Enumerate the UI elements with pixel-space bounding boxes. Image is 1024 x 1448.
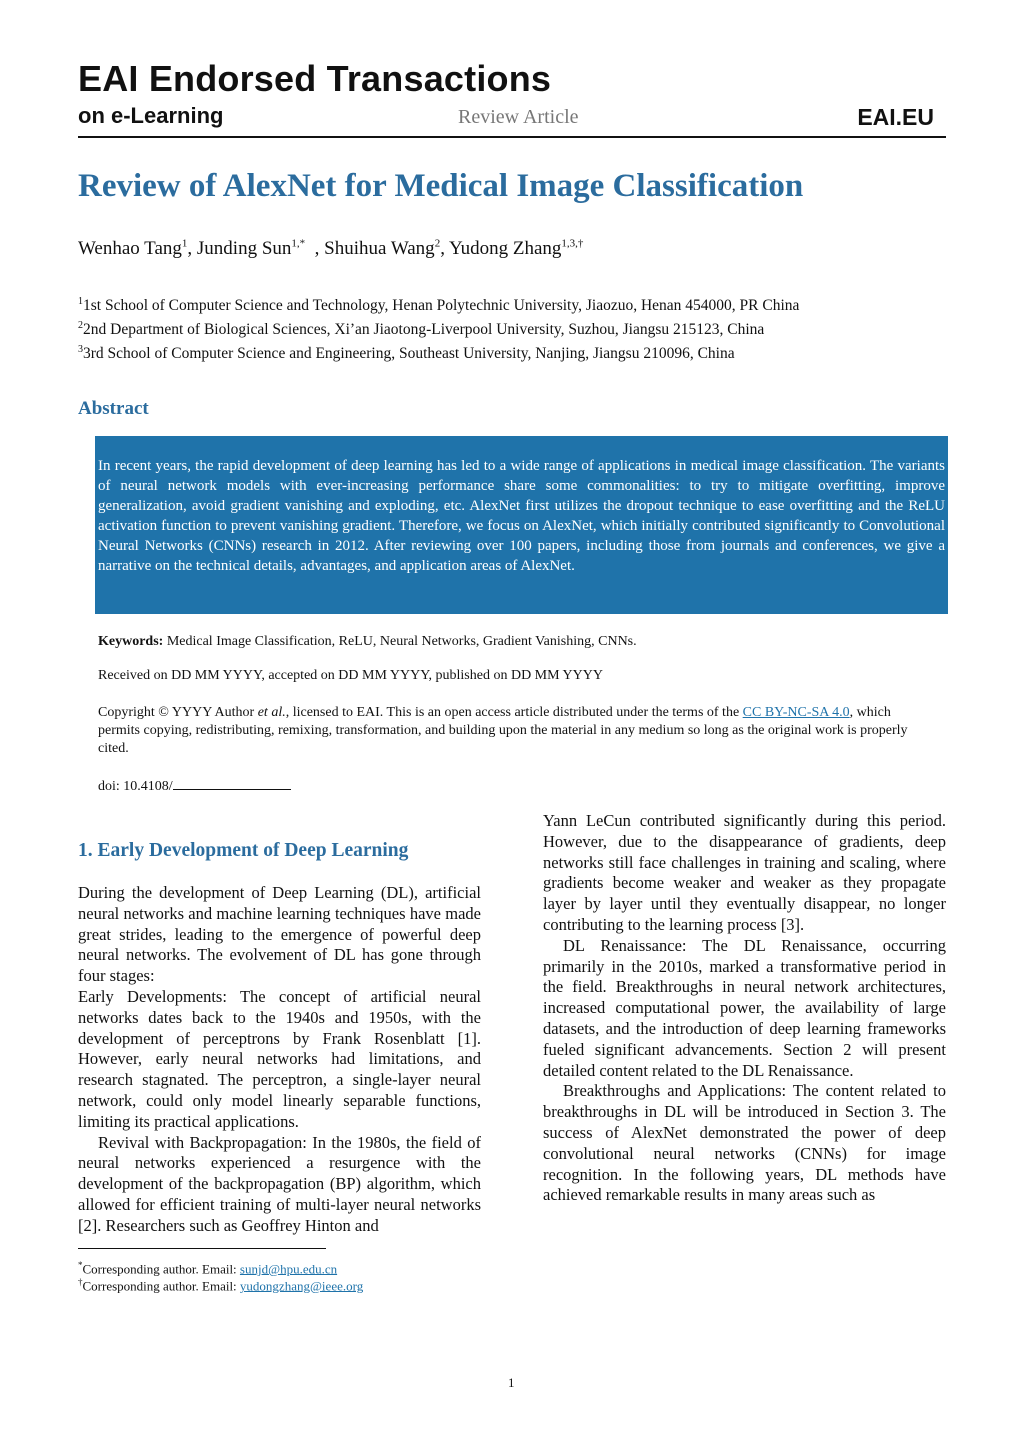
affiliation: $^2$2nd Department of Biological Sciences, Xi’an Jiaotong-Liverpool University, Suzhou, Jiangsu 215123, China (78, 320, 765, 339)
footnote: †Corresponding author. Email: yudongzhang@ieee.org (78, 1277, 364, 1294)
header-divider (78, 136, 946, 138)
footnote-divider (78, 1248, 326, 1249)
paper-title: Review of AlexNet for Medical Image Classification (78, 168, 804, 204)
right-column (543, 811, 946, 1206)
journal-title: EAI Endorsed Transactions (78, 58, 552, 99)
paragraph: Revival with Backpropagation: In the 1980s, the field of neural networks experienced a resurgence with the development of the backpropagation (BP) algorithm, which allowed for efficient training of multi-layer neural networks [2]. Researchers such as Geoffrey Hinton and (78, 1132, 481, 1235)
affiliation: $^3$3rd School of Computer Science and Engineering, Southeast University, Nanjing, Jiangsu 210096, China (78, 344, 735, 363)
paragraph: During the development of Deep Learning (DL), artificial neural networks and machine learning techniques have made great strides, leading to the emergence of powerful deep neural networks. The evolvement of DL has gone through four stages: (78, 883, 481, 986)
email-link[interactable]: yudongzhang@ieee.org (239, 1278, 364, 1294)
page-number: 1 (508, 1375, 515, 1390)
author-list (78, 238, 583, 260)
paragraph: Early Developments: The concept of artificial neural networks dates back to the 1940s and 1950s, with the development of perceptrons by Frank Rosenblatt [1]. However, early neural networks had limitations, and research stagnated. The perceptron, a single-layer neural network, could only model linearly separable functions, limiting its practical applications. (78, 986, 481, 1131)
section-heading: 1. Early Development of Deep Learning (78, 840, 409, 861)
author: Yudong Zhang$^{1,3,\dagger}$ (448, 238, 584, 260)
journal-subtitle: on e-Learning (78, 103, 224, 128)
left-column (78, 883, 481, 1237)
abstract-heading: Abstract (78, 398, 149, 419)
keywords: Keywords: Medical Image Classification, ReLU, Neural Networks, Gradient Vanishing, CNNs. (98, 634, 637, 649)
author: Shuihua Wang$^2$, (324, 238, 449, 260)
received-dates: Received on DD MM YYYY, accepted on DD MM YYYY, published on DD MM YYYY (98, 668, 603, 683)
paragraph: Yann LeCun contributed significantly during this period. However, due to the disappearance of gradients, deep networks still face challenges in training and scaling, where gradients become weaker and weaker as they propagate layer by layer until they eventually disappear, no longer contributing to the learning process [3]. (543, 811, 946, 934)
article-type: Review Article (458, 106, 579, 128)
affiliation: $^1$1st School of Computer Science and Technology, Henan Polytechnic University, Jiaozuo, Henan 454000, PR China (78, 296, 800, 315)
author: Wenhao Tang$^1$, (78, 238, 197, 260)
doi-blank (173, 776, 291, 790)
abstract-text: In recent years, the rapid development of deep learning has led to a wide range of applications in medical image classification. The variants of neural network models with ever-increasing performance share some commonalities: to try to mitigate overfitting, improve generalization, avoid gradient vanishing and exploding, etc. AlexNet first utilizes the dropout technique to ease overfitting and the ReLU activation function to prevent vanishing gradient. Therefore, we focus on AlexNet, which initially contributed significantly to Convolutional Neural Networks (CNNs) research in 2012. After reviewing over 100 papers, including those from journals and conferences, we give a narrative on the technical details, advantages, and application areas of AlexNet. (98, 458, 945, 574)
author: Junding Sun$^{1,*}$ , (196, 238, 325, 260)
copyright-notice: Copyright © YYYY Author et al., licensed to EAI. This is an open access article distributed under the terms of the CC BY-NC-SA 4.0, which permits copying, redistributing, remixing, transformation, and building upon the material in any medium so long as the original work is properly cited. (98, 705, 908, 756)
email-link[interactable]: sunjd@hpu.edu.cn (239, 1261, 338, 1277)
journal-site: EAI.EU (857, 104, 934, 130)
paragraph: Breakthroughs and Applications: The content related to breakthroughs in DL will be introduced in Section 3. The success of AlexNet demonstrated the power of deep convolutional neural networks (CNNs) for image recognition. In the following years, DL methods have achieved remarkable results in many areas such as (543, 1081, 946, 1205)
paragraph: DL Renaissance: The DL Renaissance, occurring primarily in the 2010s, marked a transformative period in the field. Breakthroughs in neural network architectures, increased computational power, the availability of large datasets, and the introduction of deep learning frameworks fueled significant advancements. Section 2 will present detailed content related to the DL Renaissance. (543, 935, 946, 1080)
doi: doi: 10.4108/ (98, 776, 291, 795)
affiliation-list (78, 292, 799, 364)
footnote: *Corresponding author. Email: sunjd@hpu.edu.cn (78, 1260, 338, 1277)
abstract-box (95, 436, 948, 614)
license-link[interactable]: CC BY-NC-SA 4.0 (742, 705, 850, 720)
